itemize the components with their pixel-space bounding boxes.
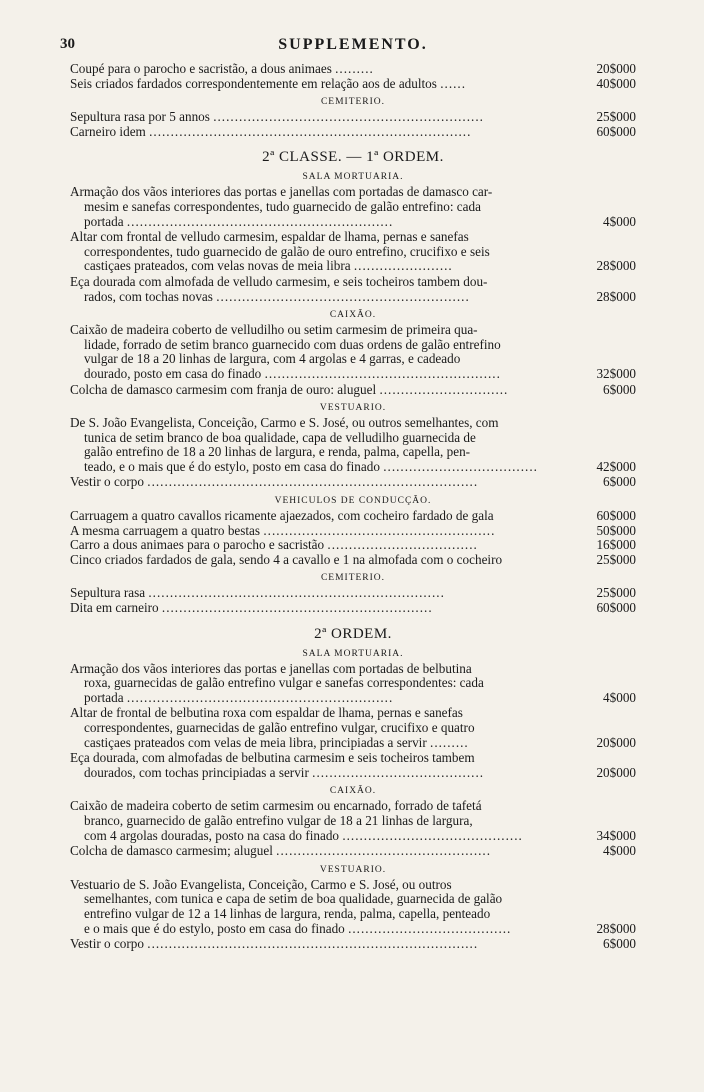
section-heading: VESTUARIO.: [319, 864, 387, 875]
price-row: A mesma carruagem a quatro bestas ...................................................... 50$000: [70, 522, 636, 538]
section-heading: SALA MORTUARIA.: [302, 172, 404, 183]
price-entry: Altar de frontal de belbutina roxa com espaldar de lhama, pernas e sanefas correspondentes, guarnecidas de galão entrefino vulgar, crucifixo e quatro castiçaes prateados com velas de meia libra, principiadas a servir ......... 20$000: [70, 705, 636, 750]
price-row: Colcha de damasco carmesim; aluguel .................................................. 4$000: [70, 843, 636, 859]
class-heading: 2ª ORDEM.: [314, 625, 392, 642]
document-page: [60, 36, 636, 952]
price-row: Vestir o corpo ............................................................................. 6$000: [70, 474, 636, 490]
price-entry: Armação dos vãos interiores das portas e janellas com portadas de damasco car- mesim e sanefas correspondentes, tudo guarnecido de galão entrefino: cada portada .............................................................. 4$000: [70, 184, 636, 229]
price-entry: Eça dourada, com almofadas de belbutina carmesim e seis tocheiros tambem dourados, com tochas principiadas a servir ........................................ 20$000: [70, 750, 636, 780]
section-heading: CEMITERIO.: [320, 573, 386, 584]
price-row: Vestir o corpo ............................................................................. 6$000: [70, 936, 636, 952]
price-row: Coupé para o parocho e sacristão, a dous animaes ......... 20$000: [70, 61, 636, 76]
price-entry: Armação dos vãos interiores das portas e janellas com portadas de belbutina roxa, guarnecidas de galão entrefino vulgar e sanefas correspondentes: cada portada .............................................................. 4$000: [70, 660, 636, 705]
price-entry: De S. João Evangelista, Conceição, Carmo e S. José, ou outros semelhantes, com tunica de setim branco de boa qualidade, capa de velludilho guarnecida de galão entrefino de 18 a 20 linhas de largura, e renda, palma, capella, pen- teado, e o mais que é do estylo, posto em casa do finado .................................... 42$000: [70, 415, 636, 474]
section-heading: CEMITERIO.: [320, 97, 386, 108]
price-row: Carro a dous animaes para o parocho e sacristão ................................... 16$000: [70, 537, 636, 553]
page-number: 30: [60, 36, 75, 52]
section-heading: VESTUARIO.: [319, 403, 387, 414]
price-entry: Altar com frontal de velludo carmesim, espaldar de lhama, pernas e sanefas correspondentes, tudo guarnecido de galão de ouro entrefino, crucifixo e seis castiçaes prateados, com velas novas de meia libra ....................... 28$000: [70, 229, 636, 274]
price-row: Dita em carneiro ............................................................... 60$000: [70, 600, 636, 616]
price-entry: Eça dourada com almofada de velludo carmesim, e seis tocheiros tambem dou- rados, com tochas novas ........................................................... 28$000: [70, 273, 636, 304]
section-heading: VEHICULOS DE CONDUCÇÃO.: [274, 496, 432, 507]
price-row: Seis criados fardados correspondentemente em relação aos de adultos ...... 40$000: [70, 75, 636, 91]
section-heading: CAIXÃO.: [329, 786, 377, 797]
price-row: Carruagem a quatro cavallos ricamente ajaezados, com cocheiro fardado de gala 60$000: [70, 508, 636, 524]
price-entry: Vestuario de S. João Evangelista, Conceição, Carmo e S. José, ou outros semelhantes, com tunica e capa de setim de boa qualidade, guarnecida de galão entrefino vulgar de 12 a 14 linhas de largura, renda, palma, capella, penteado e o mais que é do estylo, posto em casa do finado ...................................... 28$000: [70, 876, 636, 936]
price-entry: Caixão de madeira coberto de setim carmesim ou encarnado, forrado de tafetá branco, guarnecido de galão entrefino vulgar de 18 a 21 linhas de largura, com 4 argolas douradas, posto na casa do finado .......................................... 34$000: [70, 798, 636, 843]
page-header: [60, 36, 636, 58]
page-title: SUPPLEMENTO.: [278, 36, 428, 53]
section-heading: CAIXÃO.: [329, 310, 377, 321]
price-row: Sepultura rasa por 5 annos ............................................................... 25$000: [70, 109, 636, 125]
class-heading: 2ª CLASSE. — 1ª ORDEM.: [262, 149, 444, 166]
price-row: Carneiro idem ........................................................................... 60$000: [70, 123, 636, 139]
price-row: Cinco criados fardados de gala, sendo 4 a cavallo e 1 na almofada com o cocheiro 25$000: [70, 551, 636, 567]
price-row: Colcha de damasco carmesim com franja de ouro: aluguel .............................. 6$000: [70, 381, 636, 397]
section-heading: SALA MORTUARIA.: [302, 648, 404, 659]
price-row: Sepultura rasa ..................................................................... 25$000: [70, 585, 636, 601]
price-entry: Caixão de madeira coberto de velludilho ou setim carmesim de primeira qua- lidade, forrado de setim branco guarnecido com duas ordens de galão entrefino vulgar de 18 a 20 linhas de largura, com 4 argolas e 4 garras, e cadeado dourado, posto em casa do finado ....................................................... 32$000: [70, 322, 636, 381]
